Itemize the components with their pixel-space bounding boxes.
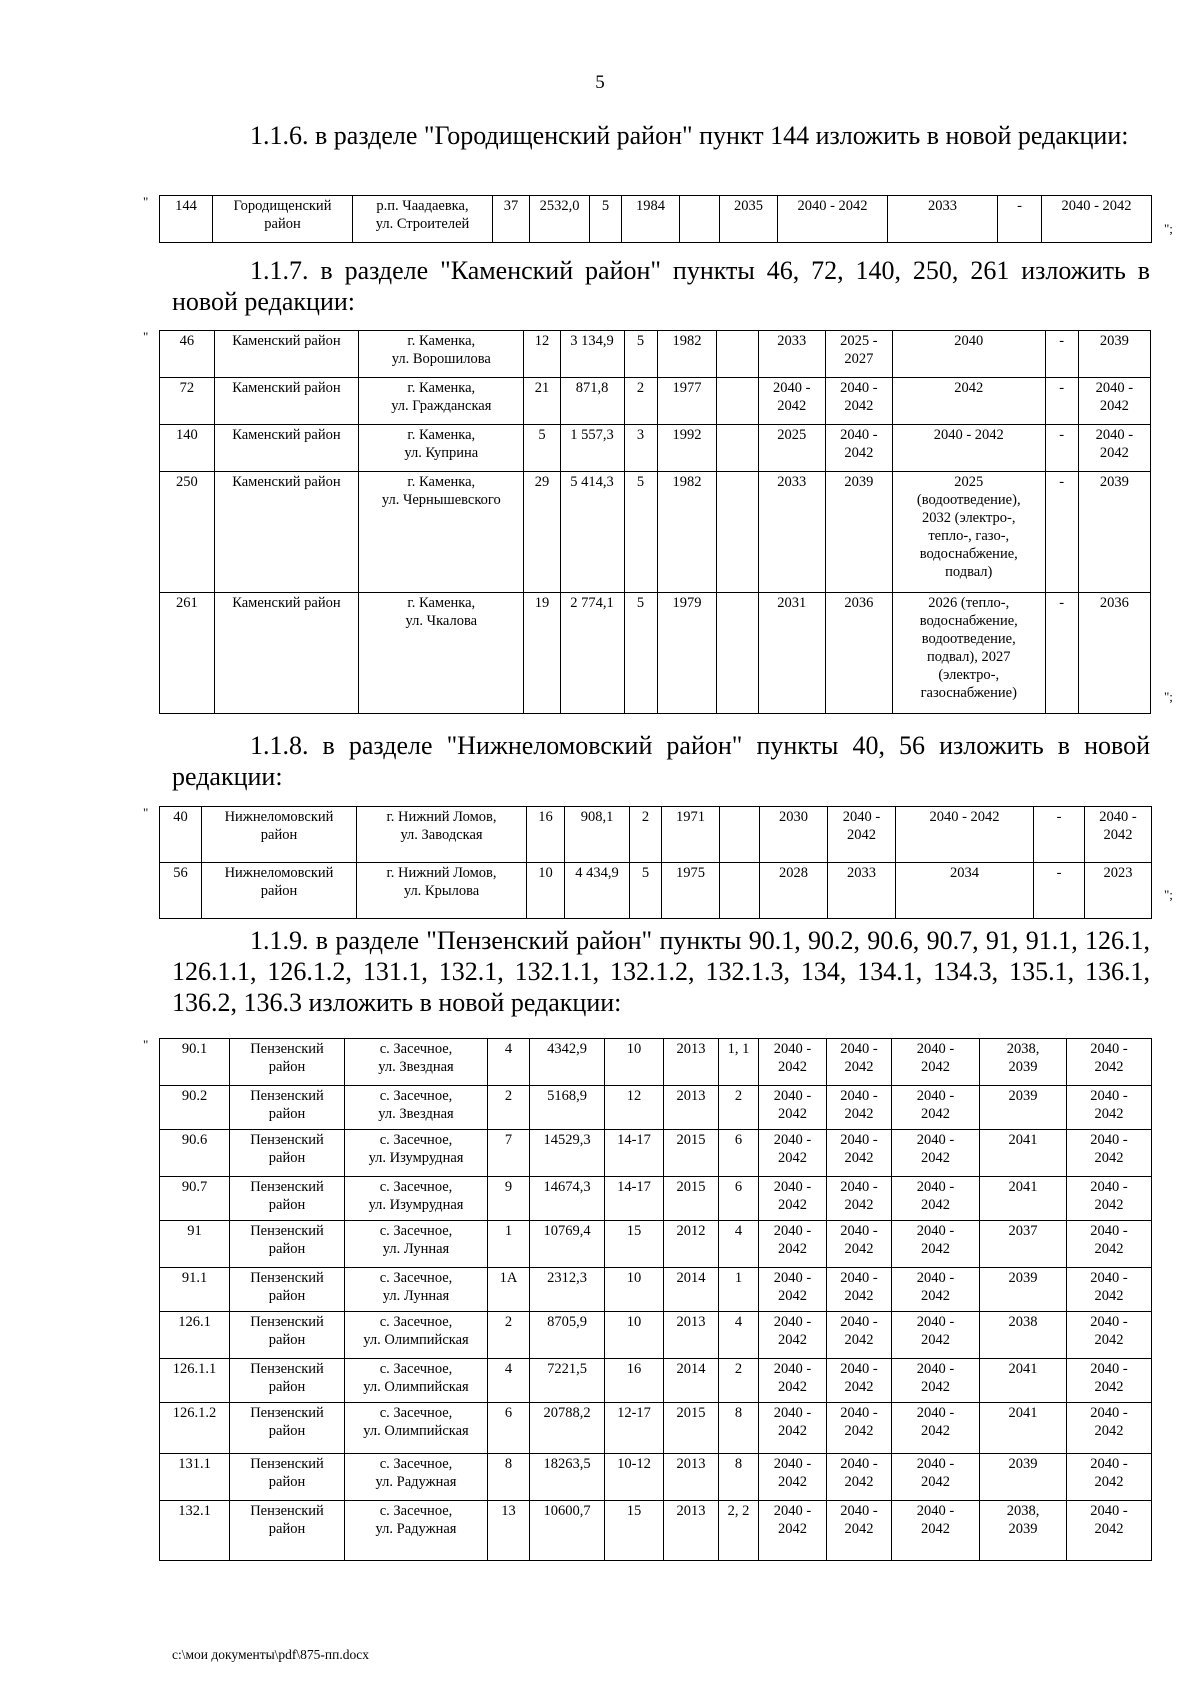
table-cell: 1984: [622, 196, 680, 243]
table-cell: 2040 - 2042: [759, 1268, 827, 1312]
table-row: [160, 1177, 1152, 1221]
table-cell: 2013: [664, 1312, 719, 1359]
table-cell: -: [1045, 425, 1078, 472]
table-cell: 2, 2: [719, 1501, 759, 1561]
table-cell: 2040 - 2042: [759, 1359, 827, 1403]
table-cell: 2040 - 2042: [892, 1039, 980, 1086]
table-cell: 6: [719, 1177, 759, 1221]
table-row: [160, 425, 1151, 472]
table-cell: 4342,9: [530, 1039, 605, 1086]
table-cell: 20788,2: [530, 1403, 605, 1454]
table-cell: 2040 - 2042: [827, 1086, 892, 1130]
table-cell: г. Каменка, ул. Гражданская: [359, 378, 524, 425]
table-cell: г. Каменка, ул. Чкалова: [359, 593, 524, 714]
table-cell: 12: [524, 331, 560, 378]
table-cell: 2041: [980, 1177, 1067, 1221]
table-cell: 2040 - 2042: [892, 425, 1045, 472]
table-cell: Пензенский район: [230, 1312, 345, 1359]
table-row: [160, 331, 1151, 378]
table-cell: 2040 - 2042: [1067, 1086, 1152, 1130]
table-cell: Пензенский район: [230, 1039, 345, 1086]
table-cell: 2040 - 2042: [1067, 1039, 1152, 1086]
table-cell: 2039: [1078, 472, 1150, 593]
table-cell: 2040 - 2042: [778, 196, 888, 243]
table-cell: 2030: [760, 807, 828, 863]
table-cell: 14-17: [605, 1177, 664, 1221]
table-cell: 18263,5: [530, 1454, 605, 1501]
table-cell: 2040 - 2042: [1042, 196, 1152, 243]
table-cell: с. Засечное, ул. Олимпийская: [345, 1312, 488, 1359]
table-cell: 132.1: [160, 1501, 230, 1561]
table-cell: 19: [524, 593, 560, 714]
close-quote: ";: [1164, 221, 1173, 236]
table-cell: 2037: [980, 1221, 1067, 1268]
table-penzensky: [159, 1038, 1152, 1561]
table-cell: [717, 378, 758, 425]
table-row: [160, 1130, 1152, 1177]
table-cell: 2040 - 2042: [892, 1359, 980, 1403]
table-cell: 2: [488, 1086, 530, 1130]
table-cell: 2013: [664, 1501, 719, 1561]
table-cell: 4: [488, 1039, 530, 1086]
section-heading-1-1-9: 1.1.9. в разделе "Пензенский район" пункты 90.1, 90.2, 90.6, 90.7, 91, 91.1, 126.1, 126.1.1, 126.1.2, 131.1, 132.1, 132.1.1, 132.1.2, 132.1.3, 134, 134.1, 134.3, 135.1, 136.1, 136.2, 136.3 изложить в новой редакции:: [172, 926, 1150, 1017]
table-cell: 2040 - 2042: [827, 1403, 892, 1454]
table-row: [160, 1454, 1152, 1501]
table-cell: Пензенский район: [230, 1359, 345, 1403]
table-cell: 2033: [758, 331, 825, 378]
table-cell: 2015: [664, 1403, 719, 1454]
table-cell: 2041: [980, 1130, 1067, 1177]
table-cell: Пензенский район: [230, 1086, 345, 1130]
table-cell: 2040 - 2042: [1067, 1177, 1152, 1221]
table-cell: 2040 - 2042: [1067, 1403, 1152, 1454]
table-cell: -: [1045, 378, 1078, 425]
table-cell: 2013: [664, 1039, 719, 1086]
table-row: [160, 1501, 1152, 1561]
table-cell: г. Нижний Ломов, ул. Крылова: [357, 863, 527, 919]
table-cell: с. Засечное, ул. Олимпийская: [345, 1403, 488, 1454]
table-cell: 908,1: [565, 807, 630, 863]
table-cell: с. Засечное, ул. Олимпийская: [345, 1359, 488, 1403]
table-cell: 2040 - 2042: [892, 1177, 980, 1221]
table-cell: 1977: [657, 378, 717, 425]
table-cell: Городищенский район: [213, 196, 353, 243]
table-cell: 21: [524, 378, 560, 425]
table-cell: 140: [160, 425, 215, 472]
table-cell: 2040 - 2042: [892, 1501, 980, 1561]
table-cell: 2040 - 2042: [825, 378, 892, 425]
table-cell: 6: [719, 1130, 759, 1177]
table-cell: 131.1: [160, 1454, 230, 1501]
table-cell: 91.1: [160, 1268, 230, 1312]
table-row: [160, 196, 1152, 243]
table-cell: Пензенский район: [230, 1454, 345, 1501]
table-cell: 250: [160, 472, 215, 593]
table-cell: 10: [605, 1312, 664, 1359]
table-cell: 2040 - 2042: [1078, 425, 1150, 472]
table-cell: 46: [160, 331, 215, 378]
table-cell: -: [1034, 863, 1085, 919]
table-cell: 2025 (водоотведение), 2032 (электро-, тепло-, газо-, водоснабжение, подвал): [892, 472, 1045, 593]
table-cell: г. Нижний Ломов, ул. Заводская: [357, 807, 527, 863]
table-cell: [720, 807, 760, 863]
table-cell: Пензенский район: [230, 1403, 345, 1454]
file-path-footer: c:\мои документы\pdf\875-пп.docx: [172, 1647, 369, 1662]
table-cell: 5: [590, 196, 622, 243]
table-cell: 4 434,9: [565, 863, 630, 919]
table-cell: Каменский район: [214, 378, 359, 425]
table-cell: 2: [488, 1312, 530, 1359]
table-cell: 2040 - 2042: [827, 1268, 892, 1312]
table-cell: 4: [719, 1221, 759, 1268]
table-cell: 1982: [657, 472, 717, 593]
table-cell: 2025: [758, 425, 825, 472]
table-cell: 2025 - 2027: [825, 331, 892, 378]
table-cell: 2: [624, 378, 657, 425]
table-cell: 3 134,9: [560, 331, 624, 378]
table-cell: 6: [488, 1403, 530, 1454]
table-cell: 2039: [980, 1086, 1067, 1130]
table-row: [160, 472, 1151, 593]
table-cell: 2033: [888, 196, 998, 243]
table-cell: Нижнеломовский район: [202, 863, 357, 919]
table-cell: -: [1034, 807, 1085, 863]
table-nizhnelomovsky: [159, 806, 1152, 919]
table-cell: Каменский район: [214, 425, 359, 472]
table-row: [160, 378, 1151, 425]
table-cell: 2040 - 2042: [827, 1177, 892, 1221]
table-cell: 2035: [720, 196, 778, 243]
open-quote: ": [143, 194, 149, 209]
table-cell: 90.6: [160, 1130, 230, 1177]
open-quote: ": [143, 805, 149, 820]
table-cell: 15: [605, 1221, 664, 1268]
table-cell: 2039: [980, 1454, 1067, 1501]
table-cell: 1975: [662, 863, 720, 919]
table-cell: 261: [160, 593, 215, 714]
table-row: [160, 1086, 1152, 1130]
table-cell: г. Каменка, ул. Чернышевского: [359, 472, 524, 593]
table-cell: 2015: [664, 1177, 719, 1221]
table-cell: 2 774,1: [560, 593, 624, 714]
table-cell: 2040 - 2042: [759, 1039, 827, 1086]
table-cell: 1: [719, 1268, 759, 1312]
table-cell: 8705,9: [530, 1312, 605, 1359]
open-quote: ": [143, 1037, 149, 1052]
table-cell: г. Каменка, ул. Куприна: [359, 425, 524, 472]
table-cell: 2040 - 2042: [827, 1501, 892, 1561]
table-cell: 5: [624, 472, 657, 593]
table-cell: 1979: [657, 593, 717, 714]
table-cell: 2040 - 2042: [1067, 1454, 1152, 1501]
table-cell: 126.1: [160, 1312, 230, 1359]
table-cell: 2040 - 2042: [827, 1359, 892, 1403]
table-cell: [717, 593, 758, 714]
table-cell: 2013: [664, 1086, 719, 1130]
table-cell: с. Засечное, ул. Лунная: [345, 1221, 488, 1268]
table-cell: Пензенский район: [230, 1501, 345, 1561]
table-cell: 2312,3: [530, 1268, 605, 1312]
table-cell: 2: [719, 1359, 759, 1403]
table-cell: с. Засечное, ул. Радужная: [345, 1454, 488, 1501]
table-cell: 8: [719, 1454, 759, 1501]
table-cell: 9: [488, 1177, 530, 1221]
table-cell: 90.1: [160, 1039, 230, 1086]
table-row: [160, 1403, 1152, 1454]
table-cell: 1, 1: [719, 1039, 759, 1086]
table-cell: 2031: [758, 593, 825, 714]
table-cell: 2040 - 2042: [759, 1312, 827, 1359]
table-cell: 2040 - 2042: [759, 1501, 827, 1561]
table-row: [160, 863, 1152, 919]
table-cell: -: [998, 196, 1042, 243]
table-cell: 5 414,3: [560, 472, 624, 593]
table-cell: 871,8: [560, 378, 624, 425]
table-cell: 5: [524, 425, 560, 472]
table-cell: 2532,0: [530, 196, 590, 243]
page-number: 5: [595, 72, 605, 93]
table-kamensky: [159, 330, 1151, 714]
table-cell: с. Засечное, ул. Звездная: [345, 1039, 488, 1086]
table-row: [160, 593, 1151, 714]
table-cell: 2040 - 2042: [892, 1312, 980, 1359]
table-cell: 2038, 2039: [980, 1501, 1067, 1561]
table-cell: 2040 - 2042: [759, 1454, 827, 1501]
table-cell: 2014: [664, 1359, 719, 1403]
table-cell: 2038, 2039: [980, 1039, 1067, 1086]
close-quote: ";: [1164, 689, 1173, 704]
section-heading-1-1-6: 1.1.6. в разделе "Городищенский район" пункт 144 изложить в новой редакции:: [250, 121, 1129, 150]
table-cell: 15: [605, 1501, 664, 1561]
table-cell: 2040 - 2042: [758, 378, 825, 425]
table-cell: 2023: [1085, 863, 1152, 919]
table-cell: Каменский район: [214, 331, 359, 378]
table-cell: 1971: [662, 807, 720, 863]
table-cell: 7: [488, 1130, 530, 1177]
table-cell: 90.2: [160, 1086, 230, 1130]
table-cell: 7221,5: [530, 1359, 605, 1403]
table-cell: Пензенский район: [230, 1221, 345, 1268]
table-cell: 16: [605, 1359, 664, 1403]
table-cell: 8: [719, 1403, 759, 1454]
table-cell: с. Засечное, ул. Изумрудная: [345, 1177, 488, 1221]
table-cell: 2: [630, 807, 662, 863]
table-cell: 2042: [892, 378, 1045, 425]
table-cell: 14529,3: [530, 1130, 605, 1177]
table-cell: с. Засечное, ул. Лунная: [345, 1268, 488, 1312]
table-cell: 2040 - 2042: [1085, 807, 1152, 863]
table-cell: 91: [160, 1221, 230, 1268]
table-cell: 10: [605, 1268, 664, 1312]
table-cell: 2040 - 2042: [1067, 1268, 1152, 1312]
table-cell: 2039: [1078, 331, 1150, 378]
table-cell: [720, 863, 760, 919]
table-cell: 10600,7: [530, 1501, 605, 1561]
table-row: [160, 1312, 1152, 1359]
table-cell: 2040 - 2042: [827, 1039, 892, 1086]
table-cell: 2040 - 2042: [759, 1221, 827, 1268]
table-cell: [717, 425, 758, 472]
table-cell: 12-17: [605, 1403, 664, 1454]
table-cell: 12: [605, 1086, 664, 1130]
table-cell: [717, 331, 758, 378]
table-row: [160, 1221, 1152, 1268]
table-cell: 2040 - 2042: [827, 1221, 892, 1268]
table-cell: 29: [524, 472, 560, 593]
table-row: [160, 1359, 1152, 1403]
table-cell: 4: [719, 1312, 759, 1359]
table-cell: -: [1045, 472, 1078, 593]
table-cell: 14-17: [605, 1130, 664, 1177]
table-cell: г. Каменка, ул. Ворошилова: [359, 331, 524, 378]
table-cell: 2014: [664, 1268, 719, 1312]
table-cell: 16: [527, 807, 565, 863]
table-cell: 2015: [664, 1130, 719, 1177]
table-cell: Пензенский район: [230, 1268, 345, 1312]
table-cell: 2040 - 2042: [1067, 1359, 1152, 1403]
table-cell: 2040 - 2042: [892, 1130, 980, 1177]
table-cell: 40: [160, 807, 202, 863]
table-cell: 2040 - 2042: [892, 1221, 980, 1268]
table-row: [160, 807, 1152, 863]
table-cell: 2040 - 2042: [827, 1454, 892, 1501]
table-cell: Каменский район: [214, 472, 359, 593]
table-cell: Пензенский район: [230, 1177, 345, 1221]
table-cell: 72: [160, 378, 215, 425]
table-cell: 144: [160, 196, 213, 243]
table-cell: 5: [624, 593, 657, 714]
table-cell: 1982: [657, 331, 717, 378]
table-cell: [717, 472, 758, 593]
table-cell: 2040 - 2042: [896, 807, 1034, 863]
close-quote: ";: [1164, 887, 1173, 902]
table-cell: с. Засечное, ул. Звездная: [345, 1086, 488, 1130]
table-cell: 10: [527, 863, 565, 919]
table-cell: 2041: [980, 1359, 1067, 1403]
table-cell: 8: [488, 1454, 530, 1501]
table-cell: 2034: [896, 863, 1034, 919]
table-cell: 2040 - 2042: [828, 807, 896, 863]
table-cell: 13: [488, 1501, 530, 1561]
table-row: [160, 1039, 1152, 1086]
table-cell: 2040 - 2042: [759, 1086, 827, 1130]
table-cell: 1А: [488, 1268, 530, 1312]
table-cell: 2039: [825, 472, 892, 593]
table-cell: 2036: [1078, 593, 1150, 714]
table-cell: 2040 - 2042: [759, 1177, 827, 1221]
table-cell: 56: [160, 863, 202, 919]
table-cell: 2040 - 2042: [892, 1086, 980, 1130]
table-cell: 2036: [825, 593, 892, 714]
table-cell: [680, 196, 720, 243]
table-cell: 2040 - 2042: [1067, 1312, 1152, 1359]
table-cell: 2040 - 2042: [892, 1403, 980, 1454]
open-quote: ": [143, 329, 149, 344]
table-cell: 2039: [980, 1268, 1067, 1312]
table-cell: 10-12: [605, 1454, 664, 1501]
table-cell: 37: [493, 196, 530, 243]
table-cell: 2012: [664, 1221, 719, 1268]
section-heading-1-1-8: 1.1.8. в разделе "Нижнеломовский район" пункты 40, 56 изложить в новой редакции:: [172, 731, 1150, 791]
table-cell: 126.1.2: [160, 1403, 230, 1454]
table-cell: 5168,9: [530, 1086, 605, 1130]
table-cell: 2028: [760, 863, 828, 919]
table-cell: 2040 - 2042: [827, 1130, 892, 1177]
table-cell: Каменский район: [214, 593, 359, 714]
table-cell: 2040: [892, 331, 1045, 378]
table-cell: 2040 - 2042: [759, 1403, 827, 1454]
table-cell: Пензенский район: [230, 1130, 345, 1177]
table-cell: 5: [624, 331, 657, 378]
table-cell: 90.7: [160, 1177, 230, 1221]
table-cell: с. Засечное, ул. Радужная: [345, 1501, 488, 1561]
table-cell: с. Засечное, ул. Изумрудная: [345, 1130, 488, 1177]
table-cell: 2013: [664, 1454, 719, 1501]
table-cell: 2040 - 2042: [892, 1268, 980, 1312]
table-cell: -: [1045, 593, 1078, 714]
table-cell: 2040 - 2042: [759, 1130, 827, 1177]
table-cell: Нижнеломовский район: [202, 807, 357, 863]
table-gorodishchensky: [159, 195, 1152, 243]
table-cell: 1992: [657, 425, 717, 472]
table-cell: 14674,3: [530, 1177, 605, 1221]
table-cell: 4: [488, 1359, 530, 1403]
table-cell: 2040 - 2042: [1067, 1501, 1152, 1561]
section-heading-1-1-7: 1.1.7. в разделе "Каменский район" пункты 46, 72, 140, 250, 261 изложить в новой редакции:: [172, 256, 1150, 316]
table-cell: 1 557,3: [560, 425, 624, 472]
table-cell: 2038: [980, 1312, 1067, 1359]
table-cell: 126.1.1: [160, 1359, 230, 1403]
table-cell: 2040 - 2042: [892, 1454, 980, 1501]
table-cell: 2040 - 2042: [827, 1312, 892, 1359]
table-cell: 5: [630, 863, 662, 919]
table-cell: 2041: [980, 1403, 1067, 1454]
table-cell: 2033: [828, 863, 896, 919]
table-cell: 3: [624, 425, 657, 472]
table-cell: 2040 - 2042: [1067, 1130, 1152, 1177]
table-cell: 2033: [758, 472, 825, 593]
table-cell: р.п. Чаадаевка, ул. Строителей: [353, 196, 493, 243]
table-cell: 2026 (тепло-, водоснабжение, водоотведение, подвал), 2027 (электро-, газоснабжение): [892, 593, 1045, 714]
table-row: [160, 1268, 1152, 1312]
table-cell: -: [1045, 331, 1078, 378]
table-cell: 2040 - 2042: [1067, 1221, 1152, 1268]
table-cell: 10769,4: [530, 1221, 605, 1268]
table-cell: 10: [605, 1039, 664, 1086]
table-cell: 2040 - 2042: [825, 425, 892, 472]
table-cell: 1: [488, 1221, 530, 1268]
table-cell: 2: [719, 1086, 759, 1130]
table-cell: 2040 - 2042: [1078, 378, 1150, 425]
